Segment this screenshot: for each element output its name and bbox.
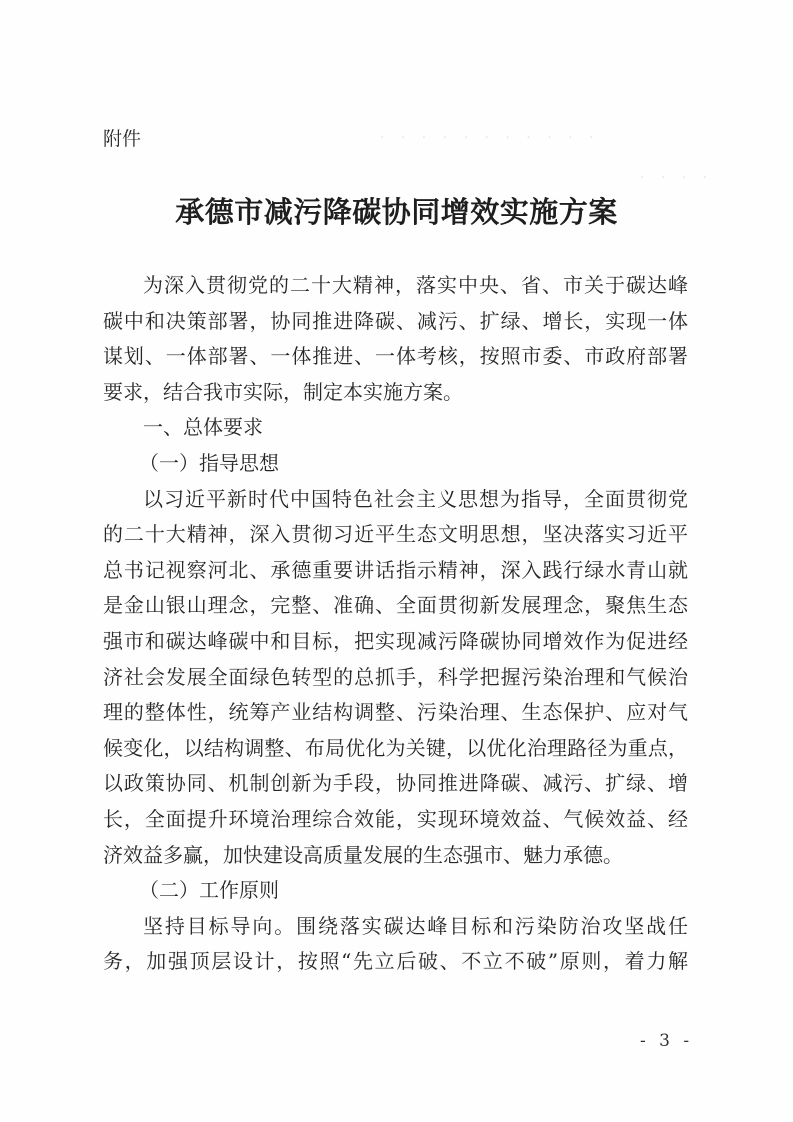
section-heading: 一、总体要求 bbox=[143, 415, 263, 440]
paragraph-line: 为深入贯彻党的二十大精神，落实中央、省、市关于碳达峰 bbox=[143, 273, 688, 297]
paragraph-line: 碳中和决策部署，协同推进降碳、减污、扩绿、增长，实现一体 bbox=[103, 308, 688, 333]
paragraph-line: 候变化，以结构调整、布局优化为关键，以优化治理路径为重点， bbox=[103, 735, 688, 760]
subsection-heading: （二）工作原则 bbox=[139, 878, 279, 903]
paragraph-line: 济社会发展全面绿色转型的总抓手，科学把握污染治理和气候治 bbox=[103, 664, 688, 689]
subsection-heading: （一）指导思想 bbox=[139, 450, 279, 475]
paragraph-line: 务，加强顶层设计，按照“先立后破、不立不破”原则，着力解 bbox=[103, 949, 688, 974]
paragraph-line: 以习近平新时代中国特色社会主义思想为指导，全面贯彻党 bbox=[143, 486, 688, 511]
paragraph-line: 总书记视察河北、承德重要讲话指示精神，深入践行绿水青山就 bbox=[103, 557, 688, 582]
paragraph-line: 要求，结合我市实际，制定本实施方案。 bbox=[103, 379, 463, 404]
bleed-through-text: · · · · bbox=[640, 170, 714, 186]
paragraph-line: 强市和碳达峰碳中和目标，把实现减污降碳协同增效作为促进经 bbox=[103, 628, 688, 653]
document-body bbox=[103, 268, 688, 980]
paragraph-line: 长，全面提升环境治理综合效能，实现环境效益、气候效益、经 bbox=[103, 806, 688, 831]
page-number: - 3 - bbox=[640, 1031, 694, 1051]
paragraph-line: 坚持目标导向。围绕落实碳达峰目标和污染防治攻坚战任 bbox=[143, 913, 688, 938]
bleed-through-text: · · · · · · · · · · · bbox=[380, 130, 600, 146]
attachment-label: 附件 bbox=[103, 128, 142, 150]
paragraph-line: 济效益多赢，加快建设高质量发展的生态强市、魅力承德。 bbox=[103, 842, 623, 867]
paragraph-line: 理的整体性，统筹产业结构调整、污染治理、生态保护、应对气 bbox=[103, 700, 688, 725]
paragraph-line: 的二十大精神，深入贯彻习近平生态文明思想，坚决落实习近平 bbox=[103, 522, 688, 547]
paragraph-line: 谋划、一体部署、一体推进、一体考核，按照市委、市政府部署 bbox=[103, 344, 688, 369]
paragraph-line: 是金山银山理念，完整、准确、全面贯彻新发展理念，聚焦生态 bbox=[103, 593, 688, 618]
document-title: 承德市减污降碳协同增效实施方案 bbox=[175, 195, 618, 229]
paragraph-line: 以政策协同、机制创新为手段，协同推进降碳、减污、扩绿、增 bbox=[103, 771, 688, 796]
